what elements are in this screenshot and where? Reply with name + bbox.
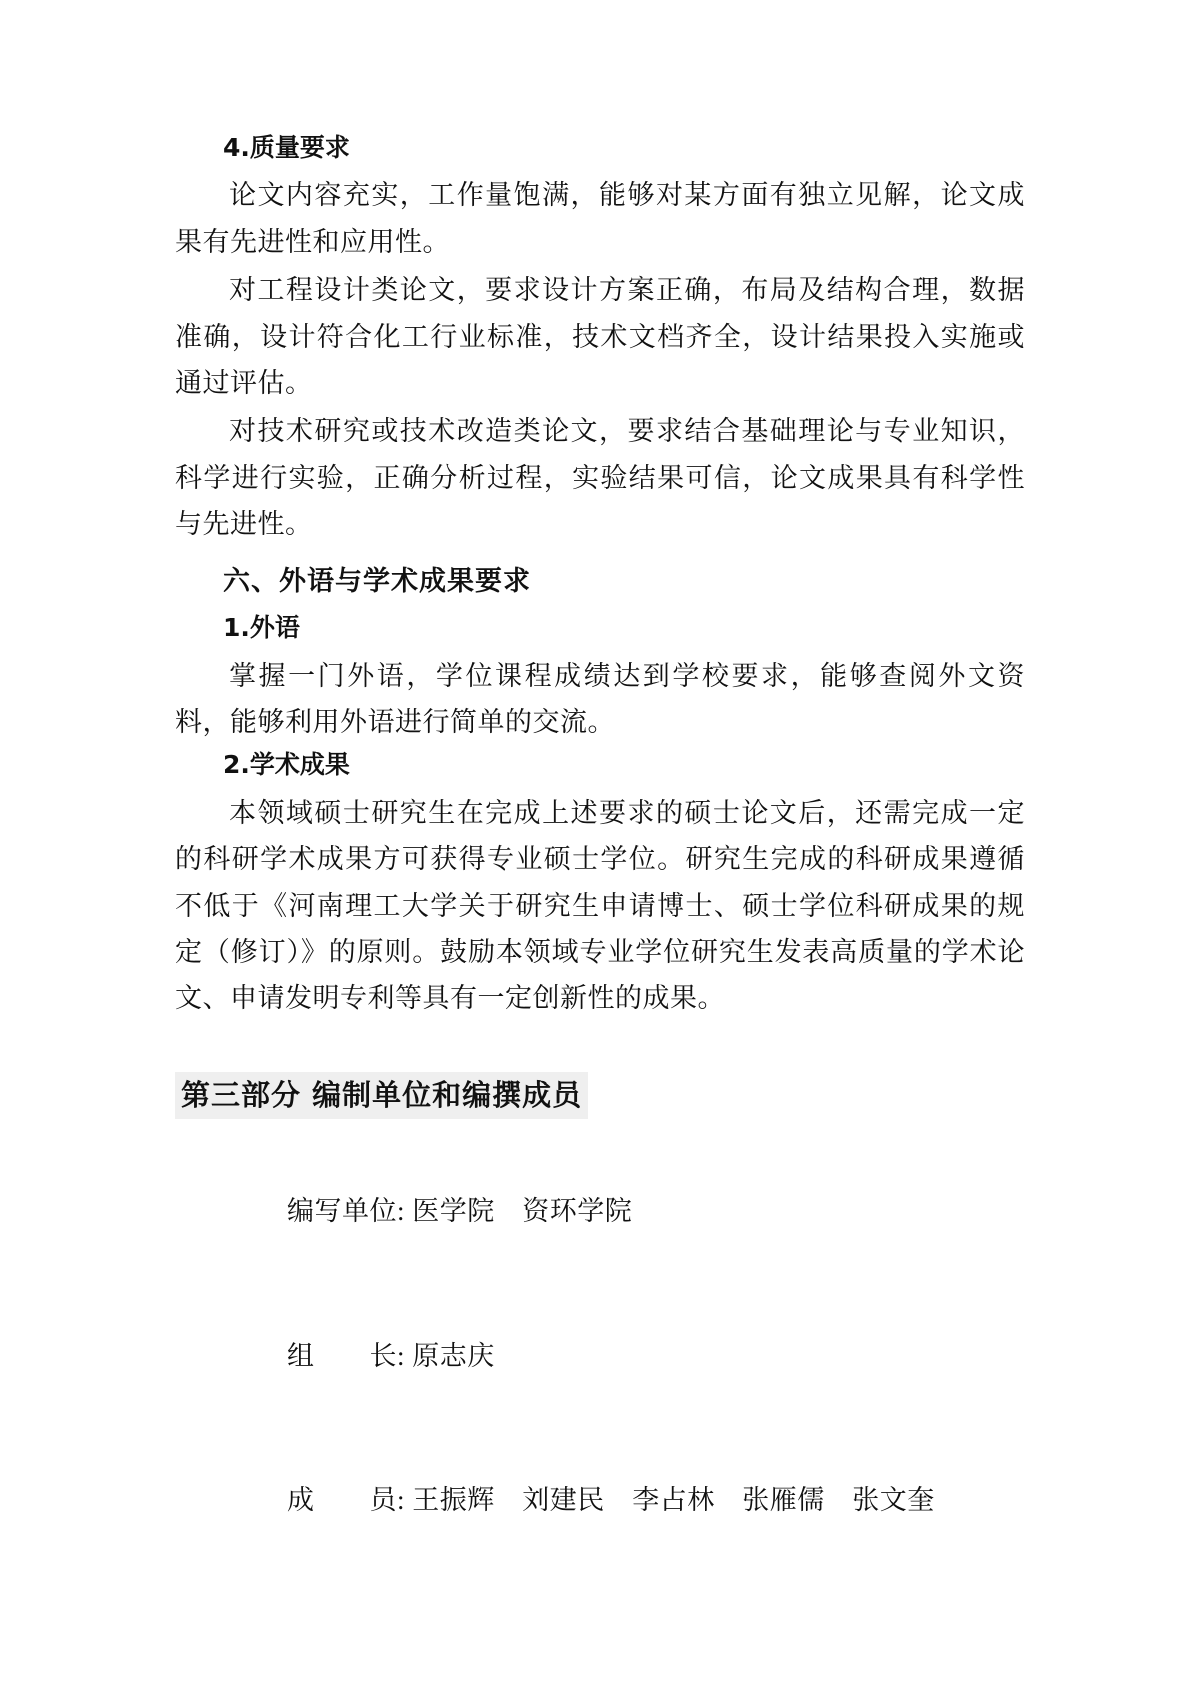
paragraph-quality-2: 对工程设计类论文，要求设计方案正确，布局及结构合理，数据准确，设计符合化工行业标准，技术文档齐全，设计结果投入实施或通过评估。 [175, 275, 1025, 398]
credit-value: 原志庆 [412, 1340, 495, 1371]
paragraph-quality-3: 对技术研究或技术改造类论文，要求结合基础理论与专业知识，科学进行实验，正确分析过程，实验结果可信，论文成果具有科学性与先进性。 [175, 416, 1025, 540]
heading-part-three: 第三部分 编制单位和编撰成员 [175, 1072, 588, 1120]
credit-value: 医学院 资环学院 [412, 1196, 633, 1227]
credits-list [175, 1139, 1025, 1571]
paragraph-foreign-language-1: 掌握一门外语，学位课程成绩达到学校要求，能够查阅外文资料，能够利用外语进行简单的交流。 [175, 660, 1025, 737]
credit-row [229, 1139, 1025, 1283]
paragraph-academic-achievements-1: 本领域硕士研究生在完成上述要求的硕士论文后，还需完成一定的科研学术成果方可获得专业硕士学位。研究生完成的科研成果遵循不低于《河南理工大学关于研究生申请博士、硕士学位科研成果的规定（修订）》的原则。鼓励本领域专业学位研究生发表高质量的学术论文、申请发明专利等具有一定创新性的成果。 [175, 797, 1025, 1014]
document-body [175, 130, 1025, 1572]
credit-value: 王振辉 刘建民 李占林 张雁儒 张文奎 [412, 1484, 935, 1515]
heading-academic-achievements: 2.学术成果 [223, 750, 350, 780]
credit-row [229, 1283, 1025, 1427]
heading-section-six: 六、外语与学术成果要求 [223, 565, 531, 597]
heading-foreign-language: 1.外语 [223, 613, 300, 643]
heading-quality-requirements: 4.质量要求 [223, 133, 350, 162]
paragraph-quality-1: 论文内容充实，工作量饱满，能够对某方面有独立见解，论文成果有先进性和应用性。 [175, 180, 1025, 257]
credit-label: 成 员: [287, 1484, 406, 1515]
credit-row [229, 1428, 1025, 1572]
credit-label: 编写单位: [287, 1196, 406, 1227]
credit-label: 组 长: [287, 1340, 406, 1371]
